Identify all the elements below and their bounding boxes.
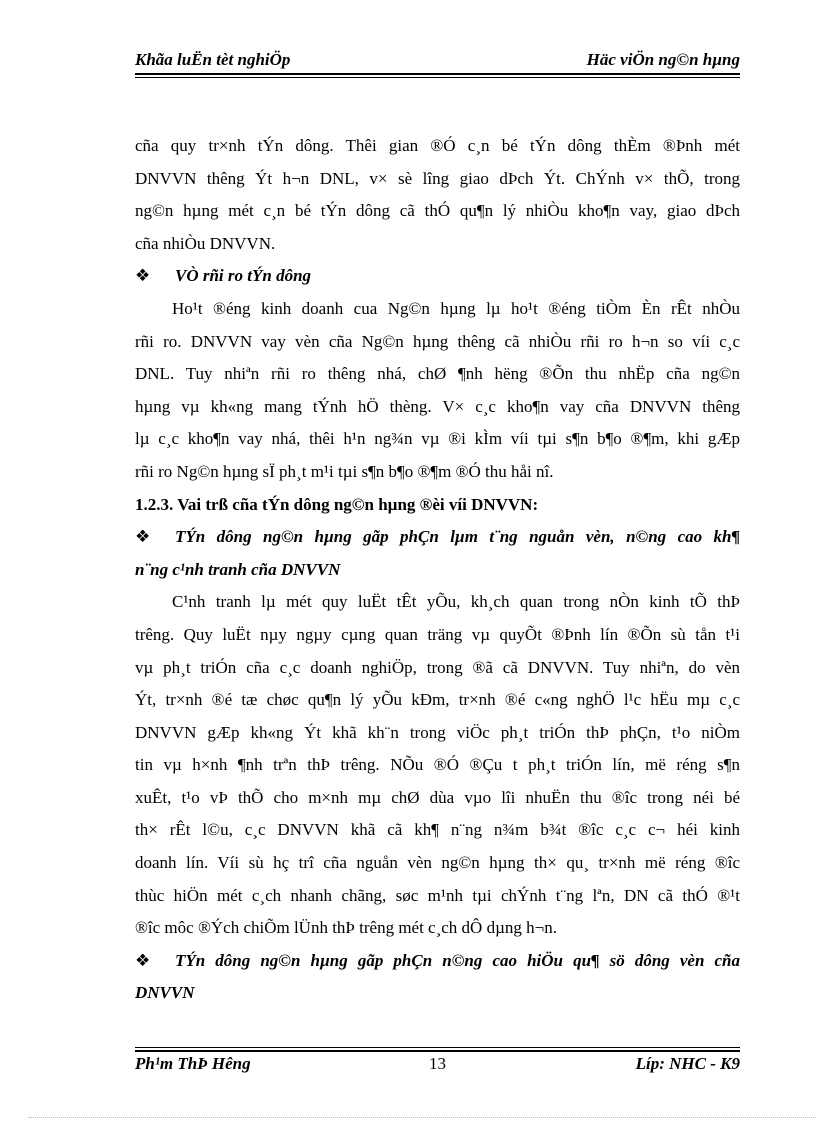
text-line: DNVVN thêng Ýt h¬n DNL, v× sè lîng giao dÞch Ýt. ChÝnh v× thÕ, trong (135, 168, 740, 188)
header-institution: Häc viÖn ng©n hµng (586, 50, 740, 69)
text-line: cña nhiÒu DNVVN. (135, 233, 276, 253)
text-line: cña quy tr×nh tÝn dông. Thêi gian ®Ó c¸n bé tÝn dông thÈm ®Þnh mét (135, 136, 740, 155)
header-rule (135, 73, 740, 75)
page-body (135, 130, 740, 1010)
footer-rule-thin (135, 1047, 740, 1048)
page-number: 13 (429, 1054, 446, 1073)
text-line: DNL. Tuy nhiªn rñi ro thêng nhá, chØ ¶nh hëng ®Õn thu nhËp cña ng©n (135, 364, 740, 384)
heading-line (135, 521, 740, 554)
text-line: thùc hiÖn mét c¸ch nhanh chãng, søc m¹nh tµi chÝnh t¨ng lªn, DN cã thÓ ®¹t (135, 885, 740, 905)
footer-class: Líp: NHC - K9 (635, 1054, 740, 1073)
header-thesis-title: Khãa luËn tèt nghiÖp (135, 50, 291, 69)
text-line: ng©n hµng mét c¸n bé tÝn dông cã thÓ qu¶n lý nhiÒu kho¶n vay, giao dÞch (135, 201, 740, 221)
footer-rule (135, 1050, 740, 1052)
heading-capital-competitiveness (135, 521, 740, 586)
text-line: Ýt, tr×nh ®é tæ chøc qu¶n lý yÕu kÐm, tr×nh ®é c«ng nghÖ l¹c hËu mµ c¸c (135, 690, 740, 710)
diamond-bullet-icon: ❖ (135, 950, 151, 970)
heading-line: DNVVN (135, 983, 195, 1003)
text-line: rñi ro. DNVVN vay vèn cña Ng©n hµng thêng cã nhiÒu rñi ro h¬n so víi c¸c (135, 331, 740, 351)
footer-author: Ph¹m ThÞ Hêng (135, 1054, 251, 1073)
paragraph-competition (135, 586, 740, 945)
text-line: th× rÊt l©u, c¸c DNVVN khã cã kh¶ n¨ng n¾m b¾t ®îc c¸c c¬ héi kinh (135, 820, 740, 840)
heading-capital-efficiency (135, 945, 740, 1010)
header-rule-thin (135, 77, 740, 78)
page-edge-divider (28, 1117, 816, 1118)
text-line: DNVVN gÆp kh«ng Ýt khã kh¨n trong viÖc ph¸t triÓn thÞ phÇn, t¹o niÒm (135, 722, 740, 742)
paragraph-procedure (135, 130, 740, 260)
text-line: xuÊt, t¹o vÞ thÕ cho m×nh mµ chØ dùa vµo lîi nhuËn thu ®îc trong néi bé (135, 787, 740, 807)
text-line: C¹nh tranh lµ mét quy luËt tÊt yÕu, kh¸ch quan trong nÒn kinh tÕ thÞ (172, 592, 740, 612)
diamond-bullet-icon: ❖ (135, 266, 151, 286)
text-line: trêng. Quy luËt nµy ngµy cµng quan träng vµ quyÕt ®Þnh lín ®Õn sù tån t¹i (135, 624, 740, 644)
text-line: Ho¹t ®éng kinh doanh cua Ng©n hµng lµ ho¹t ®éng tiÒm Èn rÊt nhÒu (172, 298, 740, 318)
heading-text: TÝn dông ng©n hµng gãp phÇn n©ng cao hiÖu qu¶ sö dông vèn cña (175, 950, 740, 970)
text-line: tin vµ h×nh ¶nh trªn thÞ trêng. NÕu ®Ó ®Çu t ph¸t triÓn lín, më réng s¶n (135, 755, 740, 775)
text-line: lµ c¸c kho¶n vay nhá, thêi h¹n ng¾n vµ ®i kÌm víi tµi s¶n b¶o ®¶m, khi gÆp (135, 429, 740, 449)
heading-text: TÝn dông ng©n hµng gãp phÇn lµm t¨ng nguån vèn, n©ng cao kh¶ (175, 527, 740, 547)
text-line: doanh lín. Víi sù hç trî cña nguån vèn ng©n hµng th× qu¸ tr×nh më réng ®îc (135, 853, 740, 873)
page-footer (135, 1054, 740, 1076)
diamond-bullet-icon: ❖ (135, 527, 151, 547)
section-title: 1.2.3. Vai trß cña tÝn dông ng©n hµng ®èi víi DNVVN: (135, 494, 539, 514)
page-header (135, 50, 740, 72)
paragraph-risk (135, 293, 740, 489)
heading-line: n¨ng c¹nh tranh cña DNVVN (135, 559, 341, 579)
heading-line (135, 945, 740, 978)
heading-credit-risk (135, 260, 740, 293)
heading-text: VÒ rñi ro tÝn dông (175, 266, 312, 286)
text-line: ®îc môc ®Ých chiÕm lÜnh thÞ trêng mét c¸ch dÔ dµng h¬n. (135, 918, 557, 938)
text-line: hµng vµ kh«ng mang tÝnh hÖ thèng. V× c¸c kho¶n vay cña DNVVN thêng (135, 396, 740, 416)
text-line: rñi ro Ng©n hµng sÏ ph¸t m¹i tµi s¶n b¶o ®¶m ®Ó thu håi nî. (135, 461, 554, 481)
text-line: vµ ph¸t triÓn cña c¸c doanh nghiÖp, trong ®ã cã DNVVN. Tuy nhiªn, do vèn (135, 657, 740, 677)
